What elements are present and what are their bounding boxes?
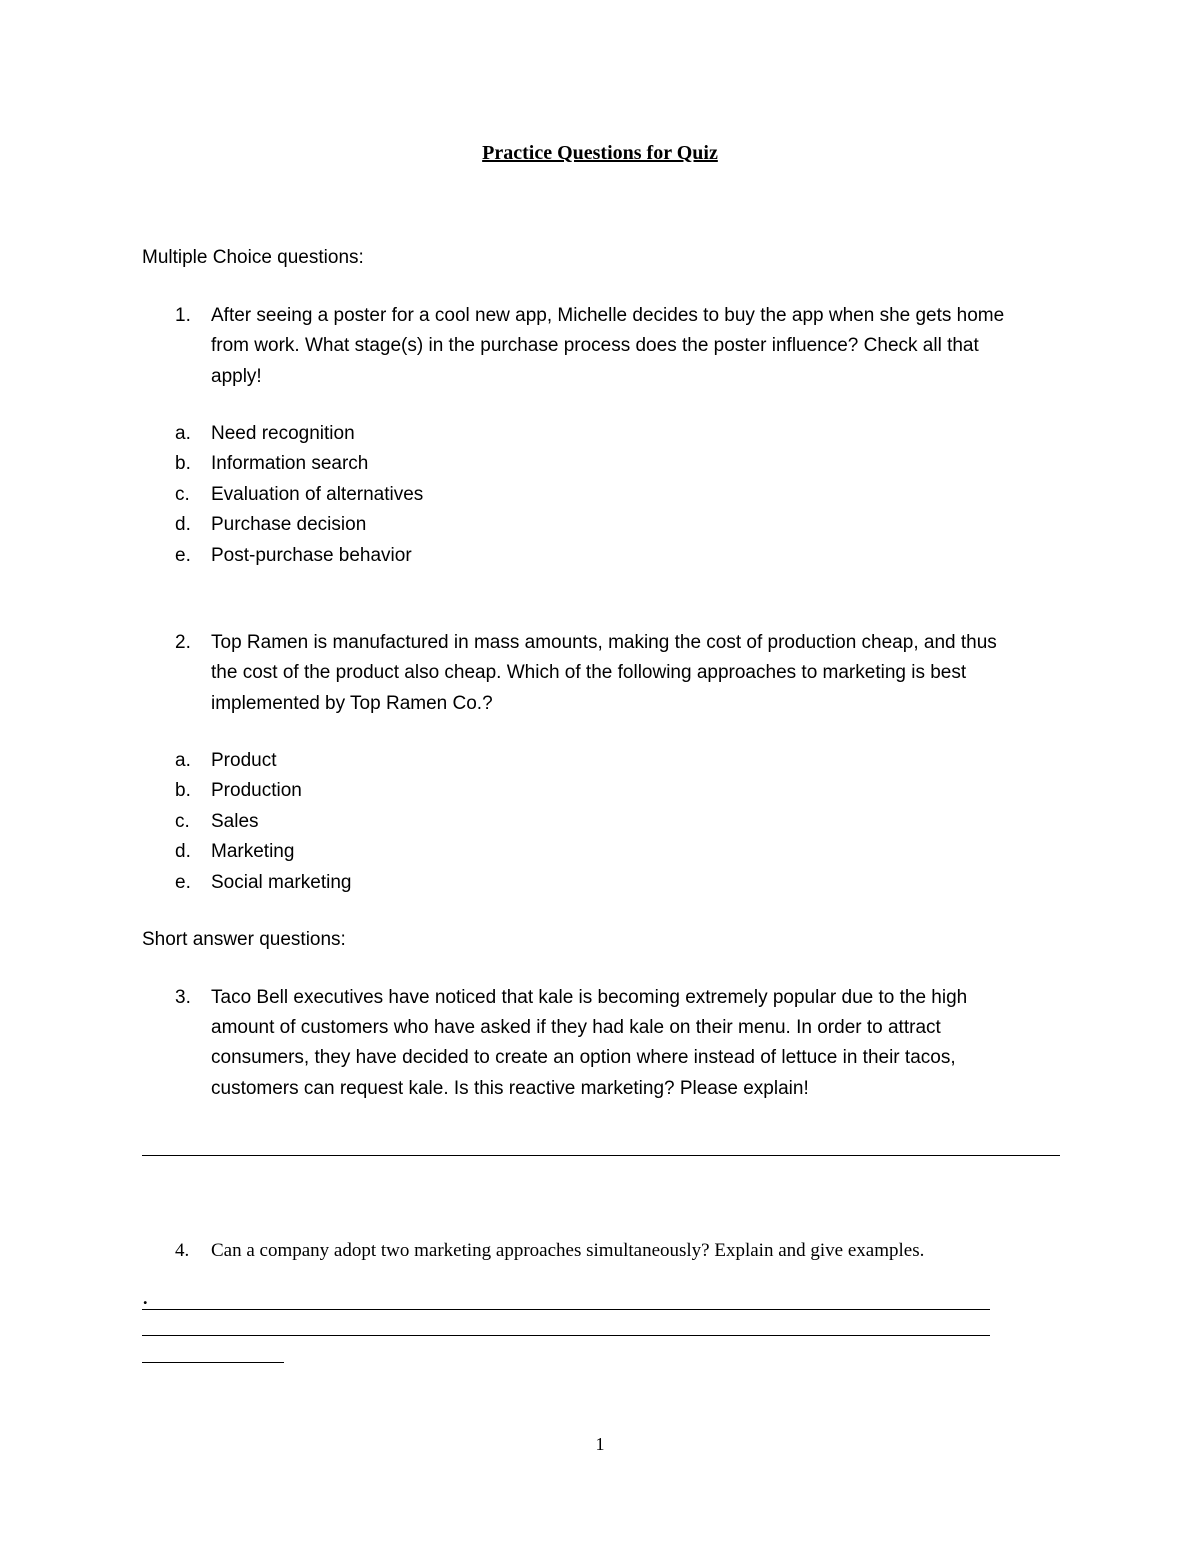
answer-line xyxy=(142,1335,990,1336)
answer-line xyxy=(142,1155,1060,1156)
option-letter: d. xyxy=(175,514,191,535)
option-letter: b. xyxy=(175,453,191,474)
question-number: 3. xyxy=(175,987,191,1008)
option-text: Social marketing xyxy=(211,872,352,893)
option-letter: c. xyxy=(175,811,190,832)
section-heading-multiple-choice: Multiple Choice questions: xyxy=(142,247,364,268)
question-text-line: customers can request kale. Is this reactive marketing? Please explain! xyxy=(211,1078,809,1099)
question-text-line: from work. What stage(s) in the purchase process does the poster influence? Check all that xyxy=(211,335,979,356)
option-letter: e. xyxy=(175,545,191,566)
answer-line xyxy=(142,1362,284,1363)
question-text-line: apply! xyxy=(211,366,262,387)
answer-line xyxy=(142,1309,990,1310)
option-text: Purchase decision xyxy=(211,514,367,535)
option-letter: d. xyxy=(175,841,191,862)
page-number: 1 xyxy=(595,1434,605,1454)
question-text-line: Top Ramen is manufactured in mass amounts, making the cost of production cheap, and thus xyxy=(211,632,997,653)
question-text-line: amount of customers who have asked if they had kale on their menu. In order to attract xyxy=(211,1017,941,1038)
option-letter: e. xyxy=(175,872,191,893)
question-number: 2. xyxy=(175,632,191,653)
question-number: 1. xyxy=(175,305,191,326)
option-text: Need recognition xyxy=(211,423,355,444)
option-text: Information search xyxy=(211,453,369,474)
section-heading-short-answer: Short answer questions: xyxy=(142,929,346,950)
option-text: Product xyxy=(211,750,277,771)
question-text-line: Can a company adopt two marketing approaches simultaneously? Explain and give examples. xyxy=(211,1240,925,1261)
option-letter: a. xyxy=(175,423,191,444)
question-text-line: the cost of the product also cheap. Which of the following approaches to marketing is best xyxy=(211,662,967,683)
question-text-line: consumers, they have decided to create an option where instead of lettuce in their tacos, xyxy=(211,1047,956,1068)
option-text: Post-purchase behavior xyxy=(211,545,412,566)
question-text-line: After seeing a poster for a cool new app, Michelle decides to buy the app when she gets home xyxy=(211,305,1005,326)
question-text-line: Taco Bell executives have noticed that kale is becoming extremely popular due to the high xyxy=(211,987,968,1008)
option-letter: c. xyxy=(175,484,190,505)
option-text: Production xyxy=(211,780,302,801)
option-letter: a. xyxy=(175,750,191,771)
option-text: Marketing xyxy=(211,841,295,862)
answer-lead-mark: . xyxy=(143,1288,148,1308)
option-text: Evaluation of alternatives xyxy=(211,484,424,505)
option-letter: b. xyxy=(175,780,191,801)
question-number: 4. xyxy=(175,1240,190,1261)
page-title: Practice Questions for Quiz xyxy=(482,142,718,164)
option-text: Sales xyxy=(211,811,259,832)
question-text-line: implemented by Top Ramen Co.? xyxy=(211,693,493,714)
